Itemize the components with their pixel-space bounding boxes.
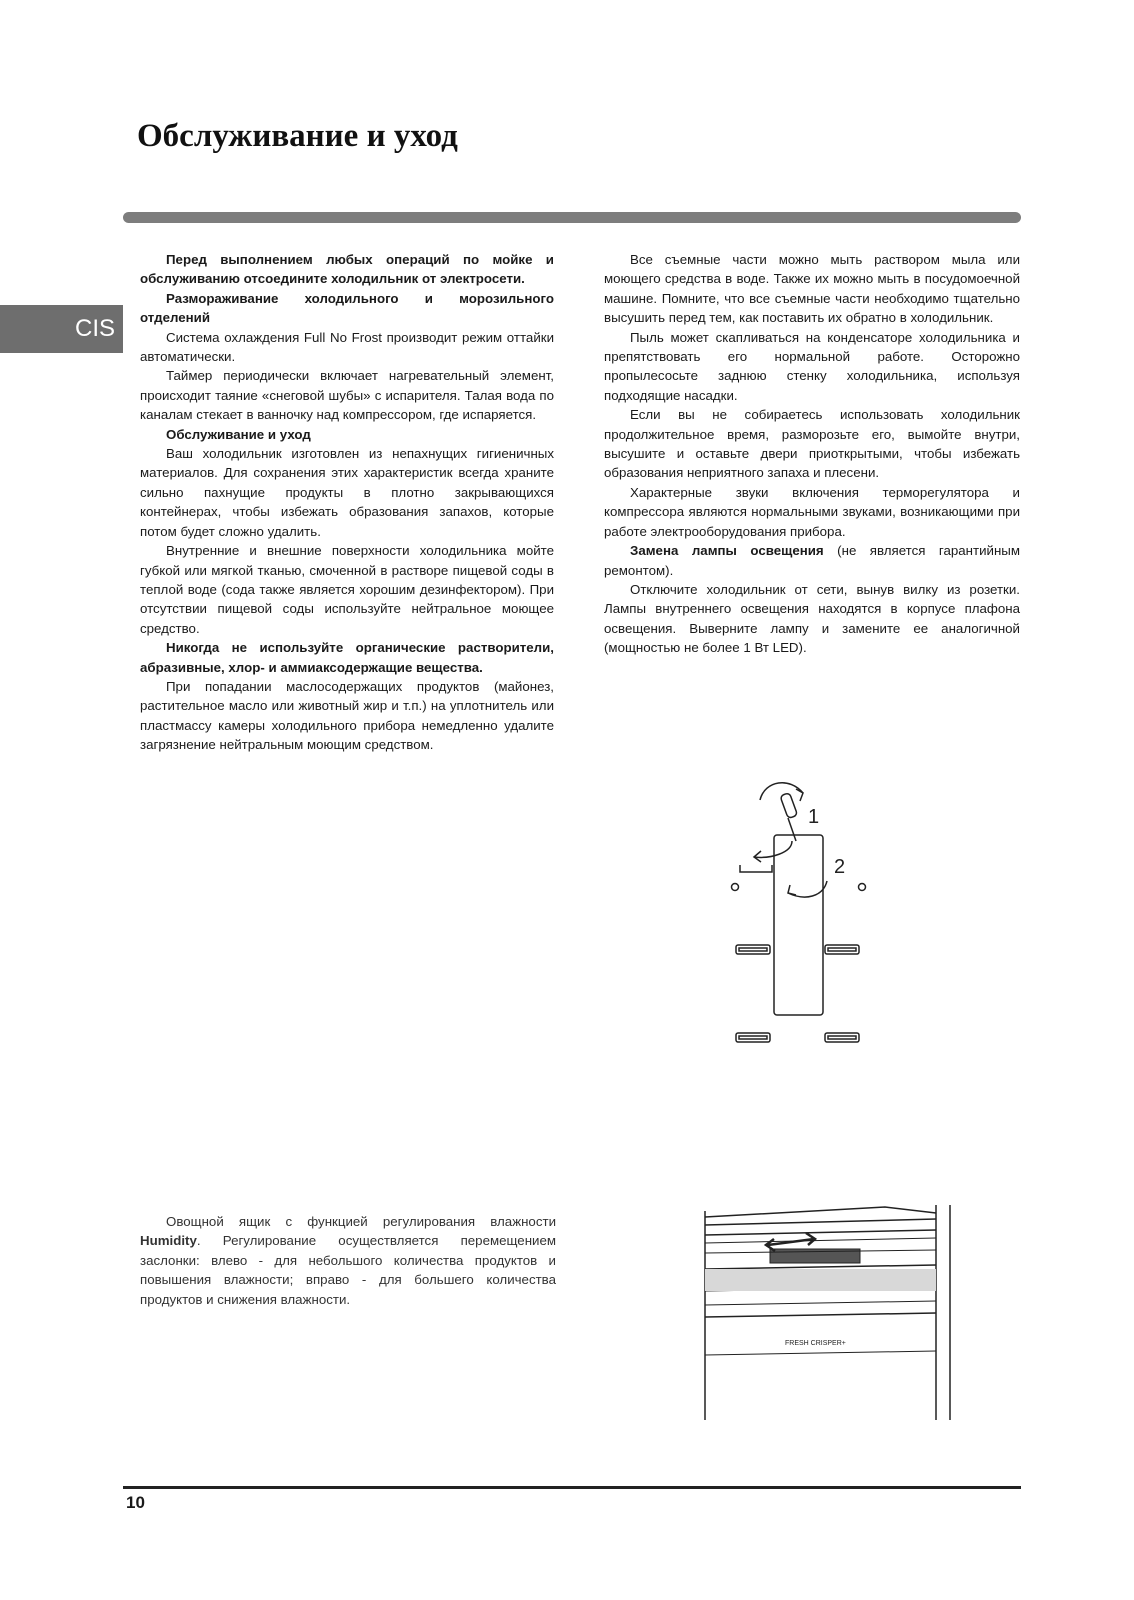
- right-column: [604, 250, 1020, 658]
- warning-paragraph: Перед выполнением любых операций по мойке и обслуживанию отсоедините холодильник от электросети.: [140, 252, 554, 287]
- left-column: [140, 250, 554, 755]
- lamp-paragraph: [604, 541, 1020, 580]
- paragraph: Все съемные части можно мыть раствором мыла или моющего средства в воде. Также их можно мыть в посудомоечной машине. Помните, что все съемные части необходимо тщательно высушить перед тем, как поставить их обратно в холодильник.: [604, 252, 1020, 326]
- language-tab: CIS: [0, 305, 123, 353]
- solvent-warning: Никогда не используйте органические растворители, абразивные, хлор- и аммиаксодержащие вещества.: [140, 640, 554, 675]
- paragraph: Пыль может скапливаться на конденсаторе холодильника и препятствовать его нормальной работе. Осторожно пропылесосьте заднюю стенку холодильника, используя подходящие насадки.: [604, 329, 1020, 403]
- paragraph: Внутренние и внешние поверхности холодильника мойте губкой или мягкой тканью, смоченной в растворе пищевой соды в теплой воде (сода также является хорошим дезинфектором). При отсутствии пищевой соды используйте нейтральное моющее средство.: [140, 543, 554, 636]
- paragraph: Если вы не собираетесь использовать холодильник продолжительное время, разморозьте его, вымойте внутри, высушите и оставьте двери приоткрытыми, чтобы избежать образования неприятного запаха и плесени.: [604, 407, 1020, 481]
- care-heading: Обслуживание и уход: [166, 426, 311, 442]
- figure-label-1: 1: [808, 806, 820, 828]
- page-number: 10: [126, 1493, 145, 1512]
- paragraph: Характерные звуки включения терморегулятора и компрессора являются нормальными звуками, возникающими при работе электрооборудования прибора.: [604, 484, 1020, 539]
- lamp-replacement-figure: [730, 775, 880, 1060]
- figure-label-2: 2: [834, 856, 846, 878]
- page-title: Обслуживание и уход: [137, 118, 458, 154]
- crisper-brand-label: FRESH CRISPER+: [785, 1340, 846, 1347]
- paragraph: Таймер периодически включает нагревательный элемент, происходит таяние «снеговой шубы» с испарителя. Талая вода по каналам стекает в ванночку над компрессором, где испаряется.: [140, 368, 554, 423]
- humidity-paragraph: [140, 1212, 556, 1309]
- header-rule: [123, 212, 1021, 223]
- lamp-heading: Замена лампы освещения: [630, 543, 824, 559]
- paragraph: Система охлаждения Full No Frost производит режим оттайки автоматически.: [140, 329, 554, 365]
- paragraph: При попадании маслосодержащих продуктов (майонез, растительное масло или животный жир и т.п.) на уплотнитель или пластмассу камеры холодильного прибора немедленно удалите загрязнение нейтральным моющим средством.: [140, 678, 554, 753]
- defrost-heading: Размораживание холодильного и морозильного отделений: [140, 290, 554, 326]
- paragraph: Отключите холодильник от сети, вынув вилку из розетки. Лампы внутреннего освещения находятся в корпусе плафона освещения. Выверните лампу и замените ее аналогичной (мощностью не более 1 Вт LED).: [604, 581, 1020, 656]
- crisper-drawer-figure: [700, 1205, 962, 1435]
- humidity-label: Humidity: [140, 1233, 197, 1249]
- lamp-note: (не является гарантийным ремонтом).: [604, 543, 1021, 578]
- paragraph: Овощной ящик с функцией регулирования влажности Humidity. Регулирование осуществляется перемещением заслонки: влево - для небольшого количества продуктов и повышения влажности; вправо - для большего количества продуктов и снижения влажности.: [140, 1214, 556, 1307]
- footer-rule: [123, 1486, 1021, 1489]
- paragraph: Ваш холодильник изготовлен из непахнущих гигиеничных материалов. Для сохранения этих характеристик всегда храните сильно пахнущие продукты в плотно закрывающихся контейнерах, чтобы избежать образования запахов, которые потом будет сложно удалить.: [140, 446, 554, 539]
